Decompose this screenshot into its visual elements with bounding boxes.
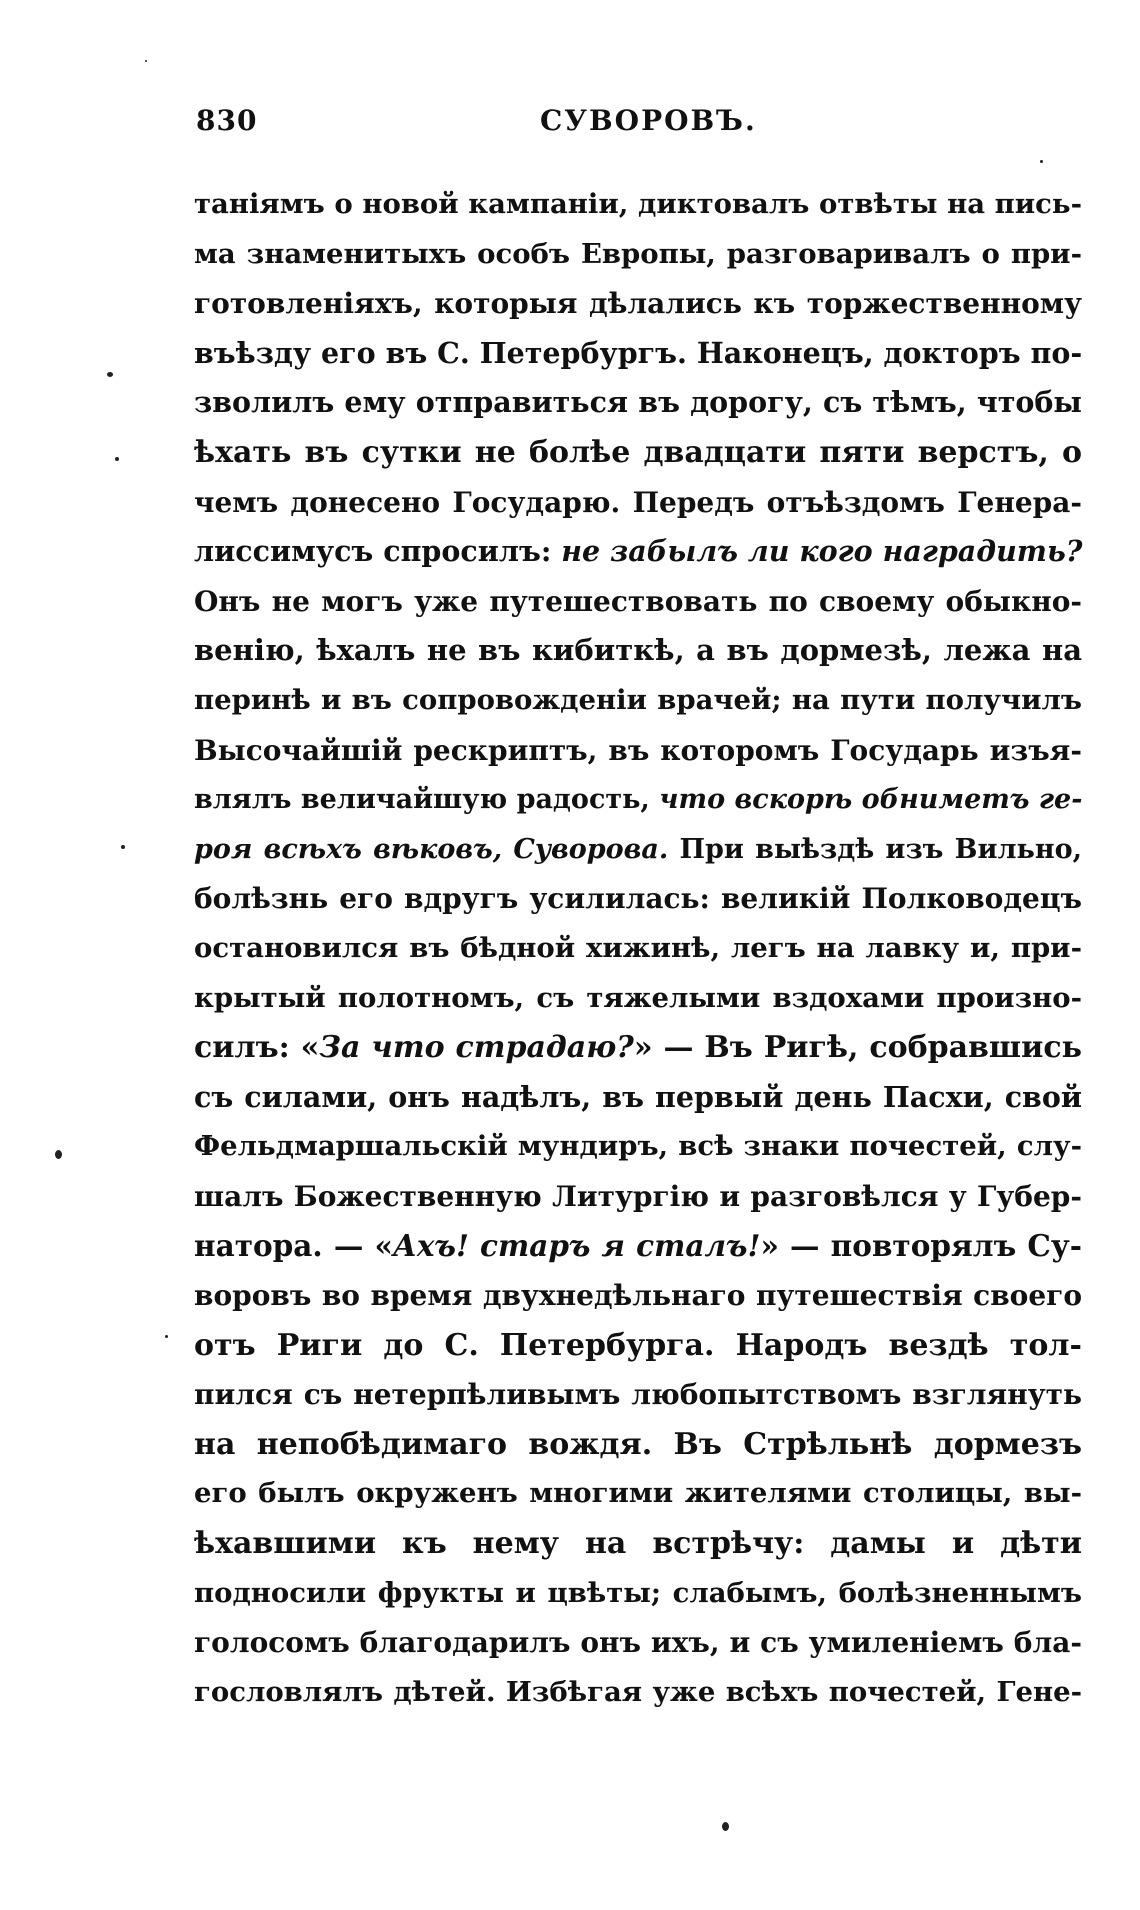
text-segment: ѣхавшими къ нему на встрѣчу: дамы и дѣти — [194, 1526, 1082, 1562]
text-line — [194, 1321, 1082, 1371]
text-line — [194, 676, 1082, 726]
text-line — [194, 577, 1082, 627]
text-line — [194, 527, 1082, 577]
text-segment: шалъ Божественную Литургію и разговѣлся у Губер- — [194, 1179, 1082, 1213]
text-line — [194, 874, 1082, 924]
italic-segment: За что страдаю? — [319, 1030, 634, 1066]
text-segment: чемъ донесено Государю. Передъ отъѣздомъ Генера- — [194, 485, 1082, 519]
body-text — [194, 180, 1082, 1717]
print-speck — [1040, 160, 1043, 163]
text-segment: Высочайшій рескриптъ, въ которомъ Государь изъя- — [194, 733, 1082, 767]
text-segment: остановился въ бѣдной хижинѣ, легъ на лавку и, при- — [194, 931, 1082, 964]
text-line — [194, 924, 1082, 974]
text-segment: ма знаменитыхъ особъ Европы, разговаривалъ о при- — [194, 237, 1082, 270]
print-speck — [107, 372, 113, 377]
text-line — [194, 1271, 1082, 1321]
text-line — [194, 230, 1082, 280]
text-line — [194, 1569, 1082, 1619]
text-line — [194, 1370, 1082, 1420]
print-speck — [121, 845, 125, 849]
text-segment: болѣзнь его вдругъ усилилась: великій Полководецъ — [194, 882, 1082, 916]
print-speck — [145, 60, 147, 62]
text-line — [194, 1172, 1082, 1222]
text-segment: Онъ не могъ уже путешествовать по своему обыкно- — [194, 584, 1082, 618]
text-segment: воровъ во время двухнедѣльнаго путешествія своего — [194, 1279, 1082, 1313]
text-segment: ѣхать въ сутки не болѣе двадцати пяти верстъ, о — [194, 434, 1082, 470]
print-speck — [722, 1822, 729, 1831]
text-line — [194, 1221, 1082, 1271]
text-line — [194, 1618, 1082, 1668]
italic-segment: Ахъ! старъ я сталъ! — [392, 1228, 761, 1264]
text-line — [194, 1122, 1082, 1172]
text-line — [194, 775, 1082, 825]
text-line — [194, 180, 1082, 230]
text-line — [194, 478, 1082, 528]
text-line — [194, 1519, 1082, 1569]
text-segment: пился съ нетерпѣливымъ любопытствомъ взглянуть — [194, 1378, 1082, 1412]
text-line — [194, 974, 1082, 1024]
italic-segment: что вскорѣ обниметъ ге- — [659, 784, 1083, 816]
text-segment: венію, ѣхалъ не въ кибиткѣ, а въ дормезѣ, лежа на — [194, 633, 1082, 668]
text-segment: » — Въ Ригѣ, собравшись — [633, 1030, 1083, 1066]
page-number: 830 — [196, 104, 258, 137]
running-title: СУВОРОВЪ. — [540, 104, 757, 137]
text-segment: лиссимусъ спросилъ: — [194, 534, 562, 569]
text-line — [194, 726, 1082, 776]
text-line — [194, 1420, 1082, 1470]
text-line — [194, 1469, 1082, 1519]
text-line — [194, 825, 1082, 875]
text-segment: зволилъ ему отправиться въ дорогу, съ тѣмъ, чтобы — [194, 385, 1082, 420]
text-segment: его былъ окруженъ многими жителями столицы, вы- — [194, 1477, 1082, 1510]
text-segment: въѣзду его въ С. Петербургъ. Наконецъ, докторъ по- — [194, 335, 1083, 370]
italic-segment: роя всѣхъ вѣковъ, Суворова. — [194, 833, 669, 865]
text-line — [194, 1023, 1082, 1073]
print-speck — [165, 1335, 168, 1338]
text-line — [194, 1668, 1082, 1718]
italic-segment: не забылъ ли кого наградить? — [561, 534, 1083, 569]
text-segment: влялъ величайшую радость, — [194, 784, 660, 816]
text-segment: » — повторялъ Су- — [760, 1228, 1082, 1264]
text-segment: силъ: « — [194, 1030, 320, 1066]
text-segment: готовленіяхъ, которыя дѣлались къ торжественному — [194, 287, 1082, 321]
text-line — [194, 378, 1082, 428]
text-line — [194, 626, 1082, 676]
text-line — [194, 428, 1082, 478]
page-header — [196, 104, 1084, 144]
text-segment: подносили фрукты и цвѣты; слабымъ, болѣзненнымъ — [194, 1576, 1082, 1609]
print-speck — [115, 457, 119, 461]
text-segment: перинѣ и въ сопровожденіи врачей; на пути получилъ — [194, 683, 1082, 716]
text-line — [194, 279, 1082, 329]
text-segment: съ силами, онъ надѣлъ, въ первый день Пасхи, свой — [194, 1079, 1082, 1114]
text-segment: голосомъ благодарилъ онъ ихъ, и съ умиленіемъ бла- — [194, 1626, 1082, 1660]
text-segment: на непобѣдимаго вождя. Въ Стрѣльнѣ дормезъ — [194, 1426, 1082, 1462]
text-segment: Фельдмаршальскій мундиръ, всѣ знаки почестей, слу- — [194, 1130, 1082, 1163]
print-speck — [55, 1150, 62, 1159]
text-segment: таніямъ о новой кампаніи, диктовалъ отвѣты на пись- — [194, 188, 1082, 220]
text-line — [194, 329, 1082, 379]
text-segment: натора. — « — [194, 1228, 393, 1264]
text-segment: крытый полотномъ, съ тяжелыми вздохами произно- — [194, 981, 1082, 1014]
text-line — [194, 1073, 1082, 1123]
text-segment: отъ Риги до С. Петербурга. Народъ вездѣ тол- — [194, 1327, 1082, 1363]
text-segment: гословлялъ дѣтей. Избѣгая уже всѣхъ почестей, Гене- — [194, 1675, 1082, 1708]
text-segment: При выѣздѣ изъ Вильно, — [668, 833, 1083, 865]
